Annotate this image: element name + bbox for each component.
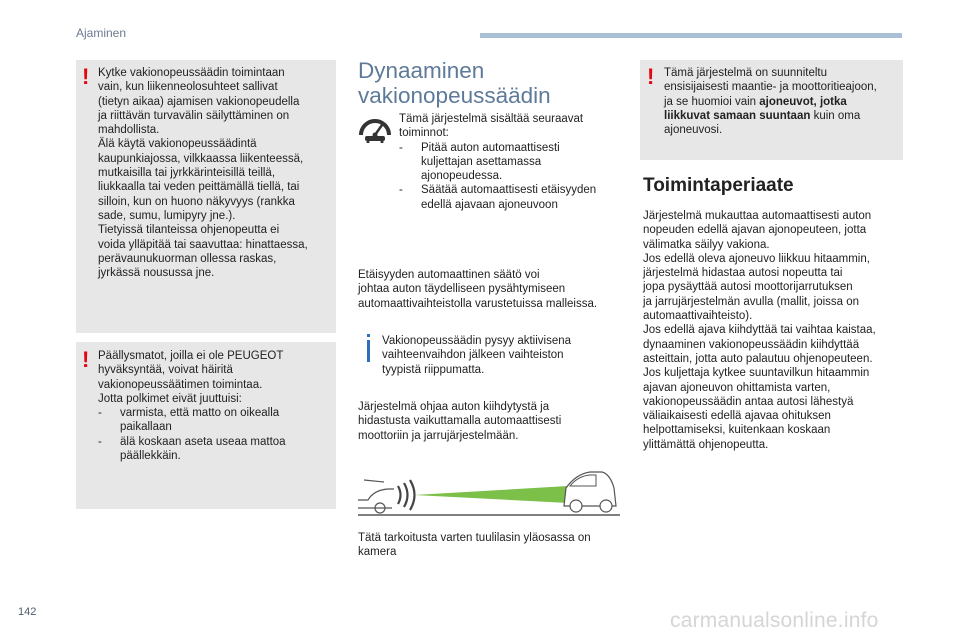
car-radar-illustration [358,462,620,518]
watermark: carmanualsonline.info [670,609,879,632]
warning-icon: ! [647,64,655,89]
paragraph-distance: Etäisyyden automaattinen säätö voi johtaa auton täydelliseen pysähtymiseen automaattivaihteistolla varustetuissa malleissa. [358,269,598,310]
intro-text: Tämä järjestelmä sisältää seuraavat toiminnot: - Pitää auton automaattisesti kuljettajan asettamassa ajonopeudessa. - Säätää automaattisesti etäisyyden edellä ajavaan ajoneuvoon [399,112,619,212]
list-item: - Säätää automaattisesti etäisyyden edellä ajavaan ajoneuvoon [399,184,597,211]
page-number: 142 [18,606,37,618]
section-heading: Toimintaperiaate [643,175,794,196]
info-text: Vakionopeussäädin pysyy aktiivisena vaihteenvaihdon jälkeen vaihteiston tyypistä riippumatta. [382,335,572,376]
info-icon-dot [367,334,370,337]
info-icon [367,340,370,362]
list-item: - Pitää auton automaattisesti kuljettajan asettamassa ajonopeudessa. [399,141,560,183]
paragraph-control: Järjestelmä ohjaa auton kiihdytystä ja hidastusta vaikuttamalla automaattisesti moottoriin ja jarrujärjestelmään. [358,401,562,442]
list-item: - varmista, että matto on oikealla paikallaan [98,407,280,434]
paragraph-camera: Tätä tarkoitusta varten tuulilasin yläosassa on kamera [358,532,591,559]
warning-icon: ! [82,64,90,89]
warning-text-3: Tämä järjestelmä on suunniteltu ensisijaisesti maantie- ja moottoritieajoon, ja se huomioi vain ajoneuvot, jotka liikkuvat samaan suuntaan kuin oma ajoneuvosi. [664,67,877,137]
section-title: Ajaminen [76,26,127,40]
warning-icon: ! [82,347,90,372]
warning-text-1: Kytke vakionopeussäädin toimintaan vain, kun liikenneolosuhteet sallivat (tietyn aikaa) ajamisen vakionopeudella ja riittävän turvavälin säilyttäminen on mahdollista. Älä käytä vakionopeussäädintä kaupunkiajossa, vilkkaassa liikenteessä, mutkaisilla tai jyrkkärinteisillä teillä, liukkaalla tai veden peittämällä tiellä, tai silloin, kun on huono näkyvyys (rankka sade, sumu, lumipyry jne.). Tietyissä tilanteissa ohjenopeutta ei voida ylläpitää tai saavuttaa: hinattaessa, perävaunukuorman ollessa raskas, jyrkässä nousussa jne. [98,67,308,280]
speedometer-car-icon [357,113,393,143]
header-bar [480,33,902,38]
page-title: Dynaaminen vakionopeussäädin [358,58,551,108]
list-item: - älä koskaan aseta useaa mattoa päällekkäin. [98,435,286,463]
warning-text-2: Päällysmatot, joilla ei ole PEUGEOT hyväksyntää, voivat häiritä vakionopeussäätimen toimintaa. Jotta polkimet eivät juuttuisi: - varmista, että matto on oikealla paikallaan - älä koskaan aseta useaa mattoa päällekkäin. [98,349,334,463]
principle-text: Järjestelmä mukauttaa automaattisesti auton nopeuden edellä ajavan ajonopeuteen, jotta välimatka säilyy vakiona. Jos edellä oleva ajoneuvo liikkuu hitaammin, järjestelmä hidastaa autosi nopeutta tai jopa pysäyttää autosi moottorijarrutuksen ja jarrujärjestelmän avulla (mallit, joissa on automaattivaihteisto). Jos edellä ajava kiihdyttää tai vaihtaa kaistaa, dynaaminen vakionopeussäädin kiihdyttää asteittain, jotta auto palautuu ohjenopeuteen. Jos kuljettaja kytkee suuntavilkun hitaammin ajavan ajoneuvon ohittamista varten, vakionopeussäädin antaa autosi lähestyä väliaikaisesti edellä ajavaa ohituksen helpottamiseksi, kuitenkaan koskaan ylittämättä ohjenopeutta. [643,210,876,451]
